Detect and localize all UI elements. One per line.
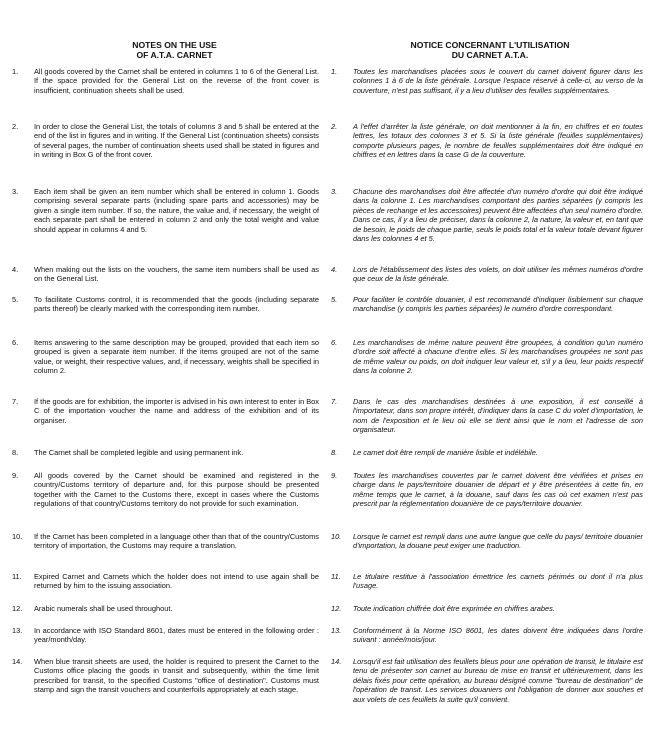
english-notes-column bbox=[12, 40, 319, 695]
note-number: 9. bbox=[331, 471, 338, 480]
note-number: 4. bbox=[12, 265, 19, 274]
note-text: Lorsque le carnet est rempli dans une autre langue que celle du pays/ territoire douanier d'importation, la douane peut exiger une traduction. bbox=[353, 532, 643, 551]
note-number: 2. bbox=[12, 122, 19, 131]
note-text: All goods covered by the Carnet should be examined and registered in the country/Customs territory of departure and, for this purpose should be presented together with the Carnet to the Customs there, except in cases where the Customs regulations of that country/Customs territory do not provide for such examination. bbox=[34, 471, 319, 509]
note-text: If the goods are for exhibition, the importer is advised in his own interest to enter in Box C of the importation voucher the name and address of the exhibition and of its organiser. bbox=[34, 397, 319, 425]
note-text: If the Carnet has been completed in a language other than that of the country/Customs territory of importation, the Customs may require a translation. bbox=[34, 532, 319, 551]
note-text: When making out the lists on the vouchers, the same item numbers shall be used as on the General List. bbox=[34, 265, 319, 284]
note-text: Toutes les marchandises couvertes par le carnet doivent être vérifiées et prises en charge dans le pays/territoire douanier de départ et y être présentées à cette fin, en même temps que le carnet, à la douane, sauf dans les cas où cet examen n'est pas prescrit par la réglementation douanière de ce pays/territoire douanier. bbox=[353, 471, 643, 509]
note-text: Les marchandises de même nature peuvent être groupées, à condition qu'un numéro d'ordre soit affecté à chacune d'entre elles. Si les marchandises groupées ne sont pas de même valeur ou poids, on doit indiquer leur valeur et, s'il y a lieu, leur poids respectif dans la colonne 2. bbox=[353, 338, 643, 376]
note-text: When blue transit sheets are used, the holder is required to present the Carnet to the Customs office placing the goods in transit and subsequently, within the time limit prescribed for transit, to the specified Customs "office of destination". Customs must stamp and sign the transit vouchers and counterfoils appropriately at each stage. bbox=[34, 657, 319, 695]
note-number: 3. bbox=[12, 187, 19, 196]
note-text: In accordance with ISO Standard 8601, dates must be entered in the following order : year/month/day. bbox=[34, 626, 319, 645]
french-note-12 bbox=[331, 604, 643, 613]
note-number: 11. bbox=[12, 572, 22, 581]
french-note-3 bbox=[331, 187, 643, 243]
note-number: 14. bbox=[12, 657, 23, 666]
english-heading: NOTES ON THE USE OF A.T.A. CARNET bbox=[132, 40, 217, 60]
english-note-1 bbox=[12, 67, 319, 95]
note-number: 6. bbox=[331, 338, 338, 347]
note-text: Arabic numerals shall be used throughout. bbox=[34, 604, 173, 613]
note-number: 12. bbox=[12, 604, 23, 613]
english-note-5 bbox=[12, 295, 319, 314]
french-note-7 bbox=[331, 397, 643, 435]
note-number: 10. bbox=[331, 532, 342, 541]
note-text: Expired Carnet and Carnets which the holder does not intend to use again shall be returned by him to the issuing association. bbox=[34, 572, 319, 591]
english-note-2 bbox=[12, 122, 319, 160]
english-note-8 bbox=[12, 448, 319, 457]
english-note-11 bbox=[12, 572, 319, 591]
french-note-14 bbox=[331, 657, 643, 704]
note-text: Toute indication chiffrée doit être exprimée en chiffres arabes. bbox=[353, 604, 555, 613]
note-number: 7. bbox=[331, 397, 338, 406]
note-text: Le carnet doit être rempli de manière lisible et indélébile. bbox=[353, 448, 538, 457]
english-note-6 bbox=[12, 338, 319, 376]
note-number: 8. bbox=[331, 448, 338, 457]
french-note-1 bbox=[331, 67, 643, 95]
note-text: Lors de l'établissement des listes des volets, on doit utiliser les mêmes numéros d'ordre que ceux de la liste générale. bbox=[353, 265, 643, 284]
english-note-12 bbox=[12, 604, 319, 613]
note-text: In order to close the General List, the totals of columns 3 and 5 shall be entered at the end of the list in figures and in writing. If the General List (continuation sheets) consists of several pages, the number of continuation sheets used shall be stated in figures and in writing in Box G of the front cover. bbox=[34, 122, 319, 160]
english-note-9 bbox=[12, 471, 319, 509]
note-number: 2. bbox=[331, 122, 338, 131]
english-note-4 bbox=[12, 265, 319, 284]
french-note-9 bbox=[331, 471, 643, 509]
note-number: 5. bbox=[12, 295, 19, 304]
note-number: 6. bbox=[12, 338, 19, 347]
note-number: 1. bbox=[331, 67, 338, 76]
note-number: 11. bbox=[331, 572, 341, 581]
english-note-10 bbox=[12, 532, 319, 551]
note-text: To facilitate Customs control, it is recommended that the goods (including separate parts thereof) be clearly marked with the corresponding item number. bbox=[34, 295, 319, 314]
french-notes-column bbox=[331, 40, 643, 704]
french-note-11 bbox=[331, 572, 643, 591]
note-number: 8. bbox=[12, 448, 19, 457]
note-number: 7. bbox=[12, 397, 19, 406]
note-text: Conformément à la Norme ISO 8601, les dates doivent être indiquées dans l'ordre suivant : année/mois/jour. bbox=[353, 626, 643, 645]
note-text: All goods covered by the Carnet shall be entered in columns 1 to 6 of the General List. If the space provided for the General List on the reverse of the front cover is insufficient, continuation sheets shall be used. bbox=[34, 67, 319, 95]
french-note-4 bbox=[331, 265, 643, 284]
note-text: Each item shall be given an item number which shall be entered in column 1. Goods comprising several separate parts (including spare parts and accessories) may be given a single item number. If so, the nature, the value and, if necessary, the weight of each separate part shall be entered in column 2 and only the total weight and value should appear in columns 4 and 5. bbox=[34, 187, 319, 234]
note-text: Items answering to the same description may be grouped, provided that each item so grouped is given a separate item number. If the items grouped are not of the same value, or weight, their respective values, and, if necessary, weights shall be specified in column 2. bbox=[34, 338, 319, 376]
french-note-13 bbox=[331, 626, 643, 645]
english-note-7 bbox=[12, 397, 319, 425]
note-number: 9. bbox=[12, 471, 19, 480]
note-text: Le titulaire restitue à l'association émettrice les carnets périmés ou dont il n'a plus l'usage. bbox=[353, 572, 643, 591]
note-number: 5. bbox=[331, 295, 338, 304]
note-number: 10. bbox=[12, 532, 23, 541]
note-number: 14. bbox=[331, 657, 342, 666]
french-note-5 bbox=[331, 295, 643, 314]
french-note-10 bbox=[331, 532, 643, 551]
note-text: Dans le cas des marchandises destinées à une exposition, il est conseillé à l'importateur, dans son propre intérêt, d'indiquer dans la case C du volet d'importation, le nom de l'exposition et le lieu où elle se tient ainsi que le nom et l'adresse de son organisateur. bbox=[353, 397, 643, 435]
note-text: Pour faciliter le contrôle douanier, il est recommandé d'indiquer lisiblement sur chaque marchandise (y compris les parties séparées) le numéro d'ordre correspondant. bbox=[353, 295, 643, 314]
note-text: Lorsqu'il est fait utilisation des feuillets bleus pour une opération de transit, le titulaire est tenu de présenter son carnet au bureau de mise en transit et ultérieurement, dans les délais fixés pour cette opération, au bureau désigné comme "bureau de destination" de l'opération de transit. Les services douaniers ont l'obligation de donner aux souches et aux volets de ces feuillets la suite qu'il convient. bbox=[353, 657, 643, 704]
note-text: Toutes les marchandises placées sous le couvert du carnet doivent figurer dans les colonnes 1 à 6 de la liste générale. Lorsque l'espace réservé à celle-ci, au verso de la couverture, n'est pas suffisant, il y a lieu d'utiliser des feuilles supplémentaires. bbox=[353, 67, 643, 95]
note-number: 4. bbox=[331, 265, 338, 274]
english-note-3 bbox=[12, 187, 319, 234]
french-note-6 bbox=[331, 338, 643, 376]
english-note-14 bbox=[12, 657, 319, 695]
english-note-13 bbox=[12, 626, 319, 645]
note-number: 3. bbox=[331, 187, 338, 196]
note-number: 1. bbox=[12, 67, 19, 76]
note-number: 13. bbox=[12, 626, 23, 635]
french-heading: NOTICE CONCERNANT L'UTILISATION DU CARNET A.T.A. bbox=[410, 40, 570, 60]
note-text: The Carnet shall be completed legible and using permanent ink. bbox=[34, 448, 244, 457]
french-note-2 bbox=[331, 122, 643, 160]
note-number: 13. bbox=[331, 626, 342, 635]
note-text: Chacune des marchandises doit être affectée d'un numéro d'ordre qui doit être indiqué dans la colonne 1. Les marchandises comportant des parties séparées (y compris les pièces de rechange et les accessoires) peuvent être affectées d'un seul numéro d'ordre. Dans ce cas, il y a lieu de préciser, dans la colonne 2, la nature, la valeur et, en tant que de besoin, le poids de chaque partie, seuls le poids total et la valeur totale devant figurer dans les colonnes 4 et 5. bbox=[353, 187, 643, 244]
french-note-8 bbox=[331, 448, 643, 457]
note-number: 12. bbox=[331, 604, 342, 613]
note-text: A l'effet d'arrêter la liste générale, on doit mentionner à la fin, en chiffres et en toutes lettres, les totaux des colonnes 3 et 5. Si la liste générale (feuilles supplémentaires) comporte plusieurs pages, le nombre de feuilles supplémentaires doit être indiqué en chiffres et en lettres dans la case G de la couverture. bbox=[353, 122, 643, 160]
